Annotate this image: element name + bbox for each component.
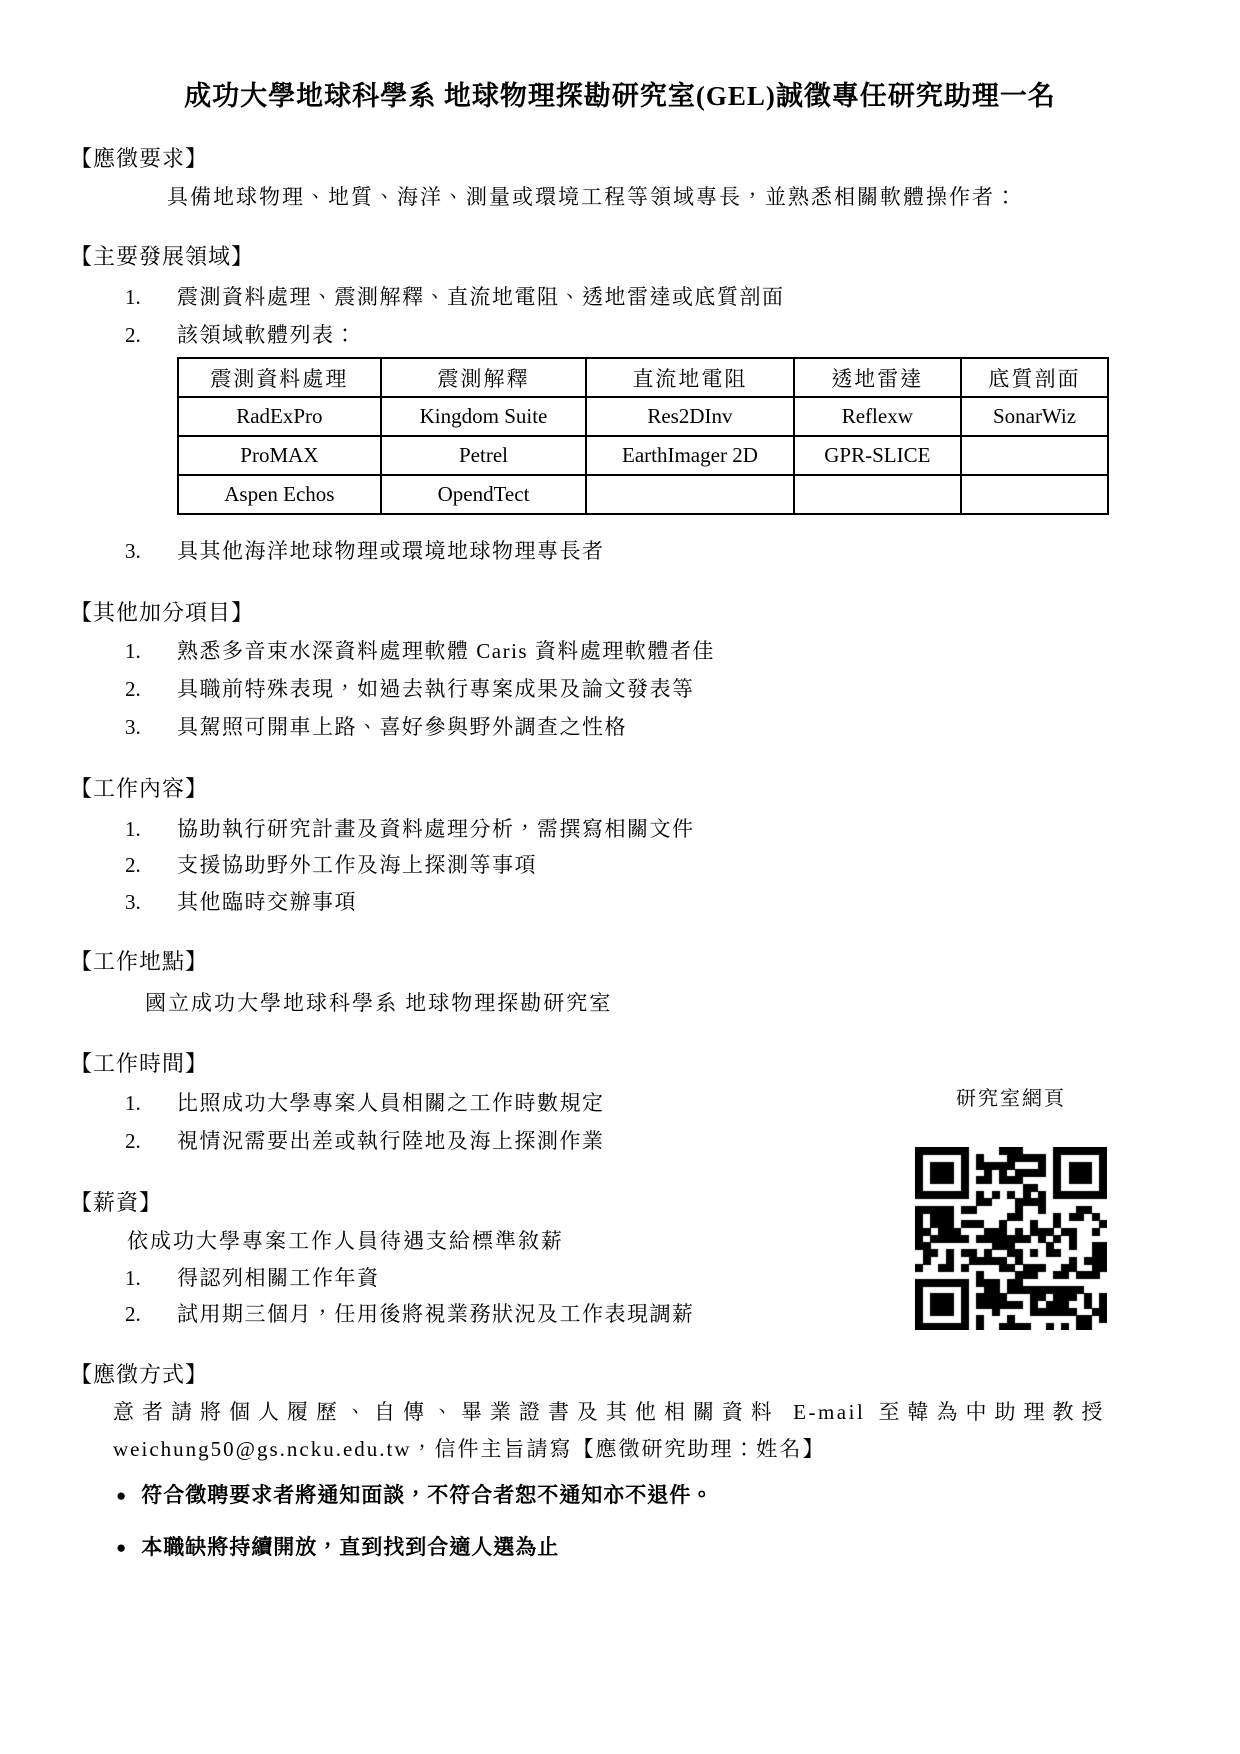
list-text: 其他臨時交辦事項: [177, 890, 357, 914]
section-heading-bonus: 【其他加分項目】: [70, 600, 255, 625]
table-cell: ProMAX: [178, 436, 381, 475]
qr-code: [915, 1147, 1107, 1330]
table-cell: [586, 475, 793, 514]
list-text: 試用期三個月，任用後將視業務狀況及工作表現調薪: [177, 1302, 695, 1326]
notice-item: [116, 1534, 559, 1561]
list-number: 2.: [125, 323, 141, 347]
section-heading-development: 【主要發展領域】: [70, 244, 255, 269]
salary-body: 依成功大學專案工作人員待遇支給標準敘薪: [127, 1229, 564, 1253]
list-item: [125, 676, 695, 702]
list-number: 1.: [125, 285, 141, 309]
list-number: 1.: [125, 1091, 141, 1115]
list-text: 視情況需要出差或執行陸地及海上探測作業: [177, 1129, 605, 1153]
table-row: [178, 436, 1108, 475]
section-heading-duties: 【工作內容】: [70, 776, 209, 801]
table-cell: SonarWiz: [961, 397, 1108, 436]
apply-instructions-line1: 意者請將個人履歷、自傳、畢業證書及其他相關資料 E-mail 至韓為中助理教授: [113, 1400, 1105, 1424]
list-text: 該領域軟體列表：: [177, 323, 357, 347]
list-item: [125, 714, 627, 740]
list-item: [125, 816, 695, 842]
list-number: 3.: [125, 715, 141, 739]
list-number: 2.: [125, 677, 141, 701]
table-header-cell: 直流地電阻: [586, 358, 793, 397]
table-header-row: [178, 358, 1108, 397]
table-header-cell: 震測解釋: [381, 358, 587, 397]
apply-instructions-line2: weichung50@gs.ncku.edu.tw，信件主旨請寫【應徵研究助理：姓名】: [113, 1437, 826, 1461]
qr-label: 研究室網頁: [956, 1088, 1066, 1110]
table-cell: Petrel: [381, 436, 587, 475]
notice-item: [116, 1482, 713, 1509]
list-number: 3.: [125, 539, 141, 563]
section-heading-requirements: 【應徵要求】: [70, 146, 209, 171]
table-cell: Res2DInv: [586, 397, 793, 436]
list-item: [125, 1128, 605, 1154]
list-item: [125, 1090, 605, 1116]
table-row: [178, 397, 1108, 436]
table-cell: RadExPro: [178, 397, 381, 436]
table-cell: Aspen Echos: [178, 475, 381, 514]
list-item: [125, 638, 715, 664]
table-header-cell: 震測資料處理: [178, 358, 381, 397]
list-item: [125, 852, 537, 878]
list-number: 1.: [125, 639, 141, 663]
table-header-cell: 透地雷達: [794, 358, 961, 397]
table-cell: GPR-SLICE: [794, 436, 961, 475]
list-number: 2.: [125, 1129, 141, 1153]
table-cell: [961, 436, 1108, 475]
section-heading-apply: 【應徵方式】: [70, 1362, 209, 1387]
table-cell: EarthImager 2D: [586, 436, 793, 475]
section-heading-location: 【工作地點】: [70, 949, 209, 974]
list-text: 具職前特殊表現，如過去執行專案成果及論文發表等: [177, 677, 695, 701]
list-item: [125, 1265, 380, 1291]
table-cell: Reflexw: [794, 397, 961, 436]
requirements-body: 具備地球物理、地質、海洋、測量或環境工程等領域專長，並熟悉相關軟體操作者：: [167, 185, 1018, 209]
list-item: [125, 1301, 695, 1327]
list-text: 熟悉多音束水深資料處理軟體 Caris 資料處理軟體者佳: [177, 639, 715, 663]
list-text: 具其他海洋地球物理或環境地球物理專長者: [177, 539, 605, 563]
list-text: 支援協助野外工作及海上探測等事項: [177, 853, 537, 877]
table-cell: [794, 475, 961, 514]
list-number: 1.: [125, 1266, 141, 1290]
page-title: 成功大學地球科學系 地球物理探勘研究室(GEL)誠徵專任研究助理一名: [184, 81, 1056, 111]
list-number: 2.: [125, 853, 141, 877]
notice-text: 符合徵聘要求者將通知面談，不符合者恕不通知亦不退件。: [141, 1483, 714, 1507]
list-item: [125, 889, 357, 915]
list-text: 具駕照可開車上路、喜好參與野外調查之性格: [177, 715, 627, 739]
list-item: [125, 322, 357, 348]
section-heading-hours: 【工作時間】: [70, 1051, 209, 1076]
table-cell: Kingdom Suite: [381, 397, 587, 436]
list-text: 比照成功大學專案人員相關之工作時數規定: [177, 1091, 605, 1115]
list-item: [125, 538, 605, 564]
bullet-icon: ●: [116, 1486, 128, 1505]
table-cell: [961, 475, 1108, 514]
list-text: 震測資料處理、震測解釋、直流地電阻、透地雷達或底質剖面: [177, 285, 785, 309]
location-body: 國立成功大學地球科學系 地球物理探勘研究室: [145, 991, 613, 1015]
table-header-cell: 底質剖面: [961, 358, 1108, 397]
notice-text: 本職缺將持續開放，直到找到合適人選為止: [141, 1535, 560, 1559]
list-text: 得認列相關工作年資: [177, 1266, 380, 1290]
list-number: 2.: [125, 1302, 141, 1326]
bullet-icon: ●: [116, 1538, 128, 1557]
list-number: 3.: [125, 890, 141, 914]
table-cell: OpendTect: [381, 475, 587, 514]
list-text: 協助執行研究計畫及資料處理分析，需撰寫相關文件: [177, 817, 695, 841]
list-item: [125, 284, 785, 310]
list-number: 1.: [125, 817, 141, 841]
section-heading-salary: 【薪資】: [70, 1190, 163, 1215]
table-row: [178, 475, 1108, 514]
software-table: [177, 357, 1109, 515]
